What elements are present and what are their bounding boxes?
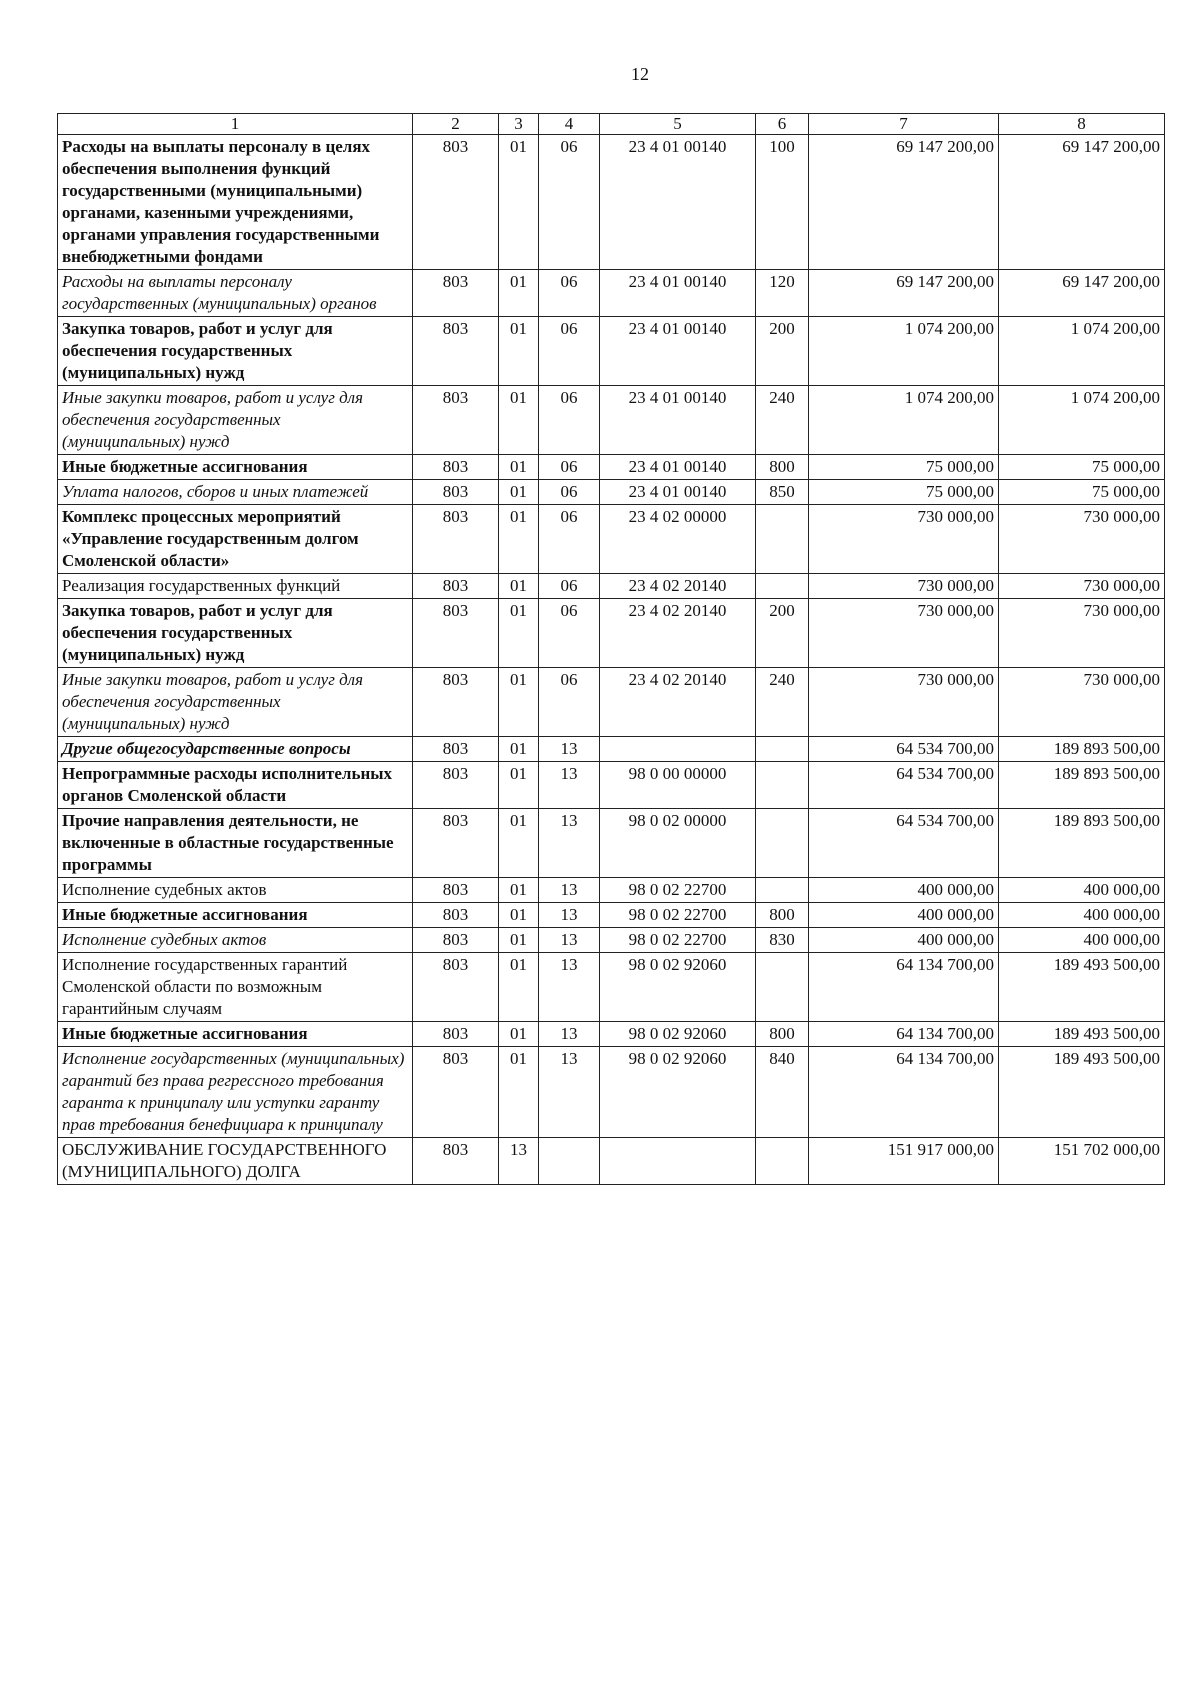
row-name-cell: Исполнение государственных (муниципальных) гарантий без права регрессного требования гаранта к принципалу или уступки гаранту прав требования бенефициара к принципалу	[58, 1047, 413, 1138]
row-amount-year1: 730 000,00	[809, 574, 999, 599]
table-row	[58, 928, 1165, 953]
row-amount-year2: 400 000,00	[999, 928, 1165, 953]
row-target-article: 98 0 02 22700	[600, 878, 756, 903]
row-amount-year1: 69 147 200,00	[809, 135, 999, 270]
row-section-code: 01	[499, 928, 539, 953]
table-row	[58, 135, 1165, 270]
row-admin-code: 803	[413, 809, 499, 878]
row-target-article	[600, 737, 756, 762]
row-section-code: 01	[499, 386, 539, 455]
row-amount-year2: 730 000,00	[999, 574, 1165, 599]
row-target-article: 23 4 01 00140	[600, 386, 756, 455]
row-section-code: 01	[499, 809, 539, 878]
row-subsection-code: 06	[539, 135, 600, 270]
row-name-cell: Исполнение судебных актов	[58, 928, 413, 953]
row-name-cell: Иные закупки товаров, работ и услуг для обеспечения государственных (муниципальных) нужд	[58, 386, 413, 455]
table-row	[58, 668, 1165, 737]
table-body	[58, 135, 1165, 1185]
row-expense-type: 240	[756, 386, 809, 455]
row-amount-year2: 1 074 200,00	[999, 317, 1165, 386]
row-target-article: 23 4 01 00140	[600, 455, 756, 480]
row-subsection-code: 13	[539, 1022, 600, 1047]
table-row	[58, 480, 1165, 505]
row-name-cell: ОБСЛУЖИВАНИЕ ГОСУДАРСТВЕННОГО (МУНИЦИПАЛЬНОГО) ДОЛГА	[58, 1138, 413, 1185]
row-subsection-code: 06	[539, 270, 600, 317]
table-row	[58, 317, 1165, 386]
row-amount-year2: 730 000,00	[999, 505, 1165, 574]
row-amount-year1: 64 534 700,00	[809, 762, 999, 809]
row-amount-year2: 730 000,00	[999, 668, 1165, 737]
row-subsection-code: 13	[539, 903, 600, 928]
row-subsection-code: 13	[539, 878, 600, 903]
row-target-article: 23 4 01 00140	[600, 135, 756, 270]
row-admin-code: 803	[413, 878, 499, 903]
row-expense-type	[756, 809, 809, 878]
row-admin-code: 803	[413, 455, 499, 480]
row-target-article: 98 0 00 00000	[600, 762, 756, 809]
row-expense-type	[756, 574, 809, 599]
row-amount-year2: 730 000,00	[999, 599, 1165, 668]
row-name-cell: Комплекс процессных мероприятий «Управление государственным долгом Смоленской области»	[58, 505, 413, 574]
row-amount-year1: 1 074 200,00	[809, 386, 999, 455]
table-row	[58, 1022, 1165, 1047]
row-expense-type	[756, 737, 809, 762]
row-expense-type	[756, 953, 809, 1022]
row-expense-type: 840	[756, 1047, 809, 1138]
row-amount-year2: 400 000,00	[999, 878, 1165, 903]
row-name-cell: Иные бюджетные ассигнования	[58, 1022, 413, 1047]
row-amount-year1: 730 000,00	[809, 505, 999, 574]
row-amount-year2: 189 493 500,00	[999, 1047, 1165, 1138]
row-amount-year1: 64 534 700,00	[809, 737, 999, 762]
row-expense-type	[756, 878, 809, 903]
row-target-article: 23 4 01 00140	[600, 270, 756, 317]
row-expense-type	[756, 1138, 809, 1185]
row-admin-code: 803	[413, 135, 499, 270]
row-target-article: 98 0 02 00000	[600, 809, 756, 878]
header-cell: 2	[413, 114, 499, 135]
row-expense-type: 830	[756, 928, 809, 953]
row-subsection-code: 06	[539, 480, 600, 505]
row-section-code: 01	[499, 878, 539, 903]
row-expense-type: 850	[756, 480, 809, 505]
row-section-code: 01	[499, 737, 539, 762]
row-name-cell: Исполнение государственных гарантий Смоленской области по возможным гарантийным случаям	[58, 953, 413, 1022]
row-amount-year1: 64 534 700,00	[809, 809, 999, 878]
row-section-code: 01	[499, 480, 539, 505]
row-section-code: 01	[499, 1047, 539, 1138]
row-target-article: 98 0 02 92060	[600, 953, 756, 1022]
row-subsection-code: 06	[539, 505, 600, 574]
table-row	[58, 505, 1165, 574]
row-target-article: 98 0 02 22700	[600, 928, 756, 953]
row-expense-type: 240	[756, 668, 809, 737]
row-subsection-code: 06	[539, 317, 600, 386]
row-admin-code: 803	[413, 953, 499, 1022]
row-admin-code: 803	[413, 668, 499, 737]
row-amount-year2: 1 074 200,00	[999, 386, 1165, 455]
row-section-code: 01	[499, 270, 539, 317]
row-name-cell: Непрограммные расходы исполнительных органов Смоленской области	[58, 762, 413, 809]
row-section-code: 13	[499, 1138, 539, 1185]
row-section-code: 01	[499, 505, 539, 574]
row-amount-year1: 151 917 000,00	[809, 1138, 999, 1185]
header-cell: 7	[809, 114, 999, 135]
row-admin-code: 803	[413, 1047, 499, 1138]
row-subsection-code: 06	[539, 668, 600, 737]
row-name-cell: Иные бюджетные ассигнования	[58, 455, 413, 480]
table-row	[58, 455, 1165, 480]
row-amount-year1: 730 000,00	[809, 668, 999, 737]
row-subsection-code: 06	[539, 386, 600, 455]
table-row	[58, 903, 1165, 928]
row-subsection-code: 13	[539, 737, 600, 762]
table-row	[58, 737, 1165, 762]
row-target-article: 23 4 02 20140	[600, 668, 756, 737]
row-section-code: 01	[499, 574, 539, 599]
row-amount-year2: 189 493 500,00	[999, 1022, 1165, 1047]
row-admin-code: 803	[413, 599, 499, 668]
row-admin-code: 803	[413, 903, 499, 928]
row-target-article: 23 4 02 20140	[600, 599, 756, 668]
row-target-article: 98 0 02 22700	[600, 903, 756, 928]
row-amount-year1: 400 000,00	[809, 878, 999, 903]
row-expense-type: 200	[756, 317, 809, 386]
row-section-code: 01	[499, 135, 539, 270]
row-name-cell: Расходы на выплаты персоналу государственных (муниципальных) органов	[58, 270, 413, 317]
row-amount-year1: 400 000,00	[809, 903, 999, 928]
row-amount-year1: 400 000,00	[809, 928, 999, 953]
row-admin-code: 803	[413, 317, 499, 386]
row-expense-type	[756, 762, 809, 809]
row-name-cell: Иные закупки товаров, работ и услуг для обеспечения государственных (муниципальных) нужд	[58, 668, 413, 737]
row-target-article: 98 0 02 92060	[600, 1047, 756, 1138]
row-name-cell: Прочие направления деятельности, не включенные в областные государственные программы	[58, 809, 413, 878]
row-target-article: 23 4 02 20140	[600, 574, 756, 599]
row-section-code: 01	[499, 1022, 539, 1047]
row-amount-year2: 189 893 500,00	[999, 737, 1165, 762]
row-expense-type: 120	[756, 270, 809, 317]
table-row	[58, 1047, 1165, 1138]
budget-table	[57, 113, 1165, 1185]
row-name-cell: Закупка товаров, работ и услуг для обеспечения государственных (муниципальных) нужд	[58, 317, 413, 386]
row-amount-year1: 730 000,00	[809, 599, 999, 668]
row-admin-code: 803	[413, 1022, 499, 1047]
row-expense-type: 800	[756, 903, 809, 928]
table-row	[58, 809, 1165, 878]
row-subsection-code: 13	[539, 1047, 600, 1138]
header-row	[58, 114, 1165, 135]
row-amount-year2: 189 893 500,00	[999, 762, 1165, 809]
row-name-cell: Реализация государственных функций	[58, 574, 413, 599]
row-expense-type: 200	[756, 599, 809, 668]
row-name-cell: Уплата налогов, сборов и иных платежей	[58, 480, 413, 505]
row-admin-code: 803	[413, 480, 499, 505]
header-cell: 8	[999, 114, 1165, 135]
table-row	[58, 1138, 1165, 1185]
table-row	[58, 953, 1165, 1022]
row-expense-type: 800	[756, 1022, 809, 1047]
table-row	[58, 878, 1165, 903]
header-cell: 4	[539, 114, 600, 135]
row-amount-year2: 75 000,00	[999, 455, 1165, 480]
row-subsection-code: 06	[539, 455, 600, 480]
row-section-code: 01	[499, 668, 539, 737]
row-name-cell: Закупка товаров, работ и услуг для обеспечения государственных (муниципальных) нужд	[58, 599, 413, 668]
header-cell: 1	[58, 114, 413, 135]
row-amount-year1: 64 134 700,00	[809, 1022, 999, 1047]
table-row	[58, 386, 1165, 455]
row-section-code: 01	[499, 455, 539, 480]
row-target-article: 23 4 02 00000	[600, 505, 756, 574]
row-target-article	[600, 1138, 756, 1185]
row-section-code: 01	[499, 599, 539, 668]
row-amount-year2: 189 493 500,00	[999, 953, 1165, 1022]
row-section-code: 01	[499, 903, 539, 928]
row-name-cell: Иные бюджетные ассигнования	[58, 903, 413, 928]
row-amount-year1: 75 000,00	[809, 455, 999, 480]
table-row	[58, 574, 1165, 599]
row-name-cell: Исполнение судебных актов	[58, 878, 413, 903]
row-amount-year1: 69 147 200,00	[809, 270, 999, 317]
row-admin-code: 803	[413, 270, 499, 317]
row-section-code: 01	[499, 953, 539, 1022]
table-row	[58, 270, 1165, 317]
row-target-article: 98 0 02 92060	[600, 1022, 756, 1047]
row-subsection-code: 06	[539, 599, 600, 668]
header-cell: 6	[756, 114, 809, 135]
row-amount-year1: 64 134 700,00	[809, 953, 999, 1022]
row-subsection-code: 13	[539, 953, 600, 1022]
row-section-code: 01	[499, 317, 539, 386]
header-cell: 5	[600, 114, 756, 135]
row-expense-type: 100	[756, 135, 809, 270]
row-subsection-code	[539, 1138, 600, 1185]
row-expense-type	[756, 505, 809, 574]
row-subsection-code: 13	[539, 928, 600, 953]
row-subsection-code: 13	[539, 762, 600, 809]
row-subsection-code: 06	[539, 574, 600, 599]
table-row	[58, 599, 1165, 668]
row-section-code: 01	[499, 762, 539, 809]
row-name-cell: Расходы на выплаты персоналу в целях обеспечения выполнения функций государственными (муниципальными) органами, казенными учреждениями, органами управления государственными внебюджетными фондами	[58, 135, 413, 270]
row-amount-year2: 75 000,00	[999, 480, 1165, 505]
row-admin-code: 803	[413, 1138, 499, 1185]
row-subsection-code: 13	[539, 809, 600, 878]
row-expense-type: 800	[756, 455, 809, 480]
row-admin-code: 803	[413, 928, 499, 953]
row-admin-code: 803	[413, 386, 499, 455]
row-amount-year2: 400 000,00	[999, 903, 1165, 928]
page-number: 12	[631, 64, 649, 84]
row-target-article: 23 4 01 00140	[600, 480, 756, 505]
row-amount-year2: 69 147 200,00	[999, 135, 1165, 270]
row-amount-year1: 75 000,00	[809, 480, 999, 505]
row-admin-code: 803	[413, 762, 499, 809]
row-amount-year2: 189 893 500,00	[999, 809, 1165, 878]
row-amount-year2: 69 147 200,00	[999, 270, 1165, 317]
row-admin-code: 803	[413, 574, 499, 599]
header-cell: 3	[499, 114, 539, 135]
table-row	[58, 762, 1165, 809]
row-amount-year1: 1 074 200,00	[809, 317, 999, 386]
row-admin-code: 803	[413, 505, 499, 574]
row-name-cell: Другие общегосударственные вопросы	[58, 737, 413, 762]
row-amount-year1: 64 134 700,00	[809, 1047, 999, 1138]
row-target-article: 23 4 01 00140	[600, 317, 756, 386]
row-admin-code: 803	[413, 737, 499, 762]
row-amount-year2: 151 702 000,00	[999, 1138, 1165, 1185]
